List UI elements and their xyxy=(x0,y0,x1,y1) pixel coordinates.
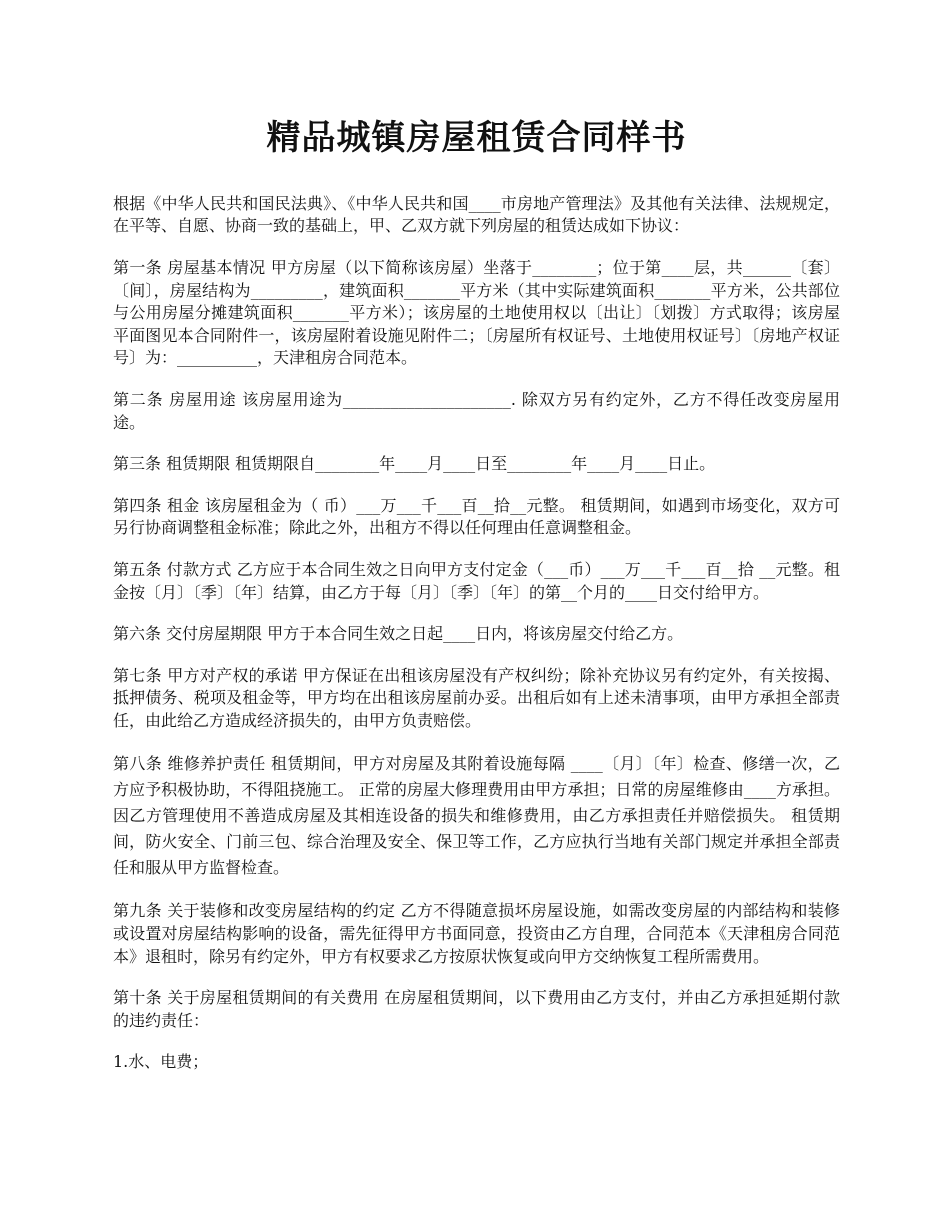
article-9: 第九条 关于装修和改变房屋结构的约定 乙方不得随意损坏房屋设施，如需改变房屋的内部结构和装修或设置对房屋结构影响的设备，需先征得甲方书面同意，投资由乙方自理，合同范本《天津租房合同范本》退租时，除另有约定外，甲方有权要求乙方按原状恢复或向甲方交纳恢复工程所需费用。 xyxy=(113,901,840,966)
article-5: 第五条 付款方式 乙方应于本合同生效之日向甲方支付定金（___币）___万___千___百__拾 __元整。租金按〔月〕〔季〕〔年〕结算，由乙方于每〔月〕〔季〕〔年〕的第__个月的____日交付给甲方。 xyxy=(113,559,840,602)
preamble-paragraph: 根据《中华人民共和国民法典》、《中华人民共和国____市房地产管理法》及其他有关法律、法规规定，在平等、自愿、协商一致的基础上，甲、乙双方就下列房屋的租赁达成如下协议： xyxy=(113,193,840,236)
article-1: 第一条 房屋基本情况 甲方房屋（以下简称该房屋）坐落于________；位于第____层，共______〔套〕〔间〕，房屋结构为_________，建筑面积_______平方米（其中实际建筑面积_______平方米，公共部位与公用房屋分摊建筑面积_______平方米）；该房屋的土地使用权以〔出让〕〔划拨〕方式取得；该房屋平面图见本合同附件一，该房屋附着设施见附件二；〔房屋所有权证号、土地使用权证号〕〔房地产权证号〕为：__________，天津租房合同范本。 xyxy=(113,257,840,368)
article-3: 第三条 租赁期限 租赁期限自________年____月____日至________年____月____日止。 xyxy=(113,454,716,474)
fee-item-1: 1.水、电费； xyxy=(113,1052,209,1072)
article-6: 第六条 交付房屋期限 甲方于本合同生效之日起____日内，将该房屋交付给乙方。 xyxy=(113,624,684,644)
article-7: 第七条 甲方对产权的承诺 甲方保证在出租该房屋没有产权纠纷；除补充协议另有约定外，有关按揭、抵押债务、税项及租金等，甲方均在出租该房屋前办妥。出租后如有上述未清事项，由甲方承担全部责任，由此给乙方造成经济损失的，由甲方负责赔偿。 xyxy=(113,665,840,730)
article-8: 第八条 维修养护责任 租赁期间，甲方对房屋及其附着设施每隔 ____〔月〕〔年〕检查、修缮一次，乙方应予积极协助，不得阻挠施工。 正常的房屋大修理费用由甲方承担；日常的房屋维修由____方承担。 因乙方管理使用不善造成房屋及其相连设备的损失和维修费用，由乙方承担责任并赔偿损失。 租赁期间，防火安全、门前三包、综合治理及安全、保卫等工作，乙方应执行当地有关部门规定并承担全部责任和服从甲方监督检查。 xyxy=(113,754,840,878)
article-10: 第十条 关于房屋租赁期间的有关费用 在房屋租赁期间，以下费用由乙方支付，并由乙方承担延期付款的违约责任： xyxy=(113,988,840,1030)
document-title: 精品城镇房屋租赁合同样书 xyxy=(266,118,687,158)
article-2: 第二条 房屋用途 该房屋用途为_____________________. 除双方另有约定外，乙方不得任改变房屋用途。 xyxy=(113,389,840,432)
article-4: 第四条 租金 该房屋租金为（ 币）___万___千___百__拾__元整。 租赁期间，如遇到市场变化，双方可另行协商调整租金标准；除此之外，出租方不得以任何理由任意调整租金。 xyxy=(113,495,840,538)
